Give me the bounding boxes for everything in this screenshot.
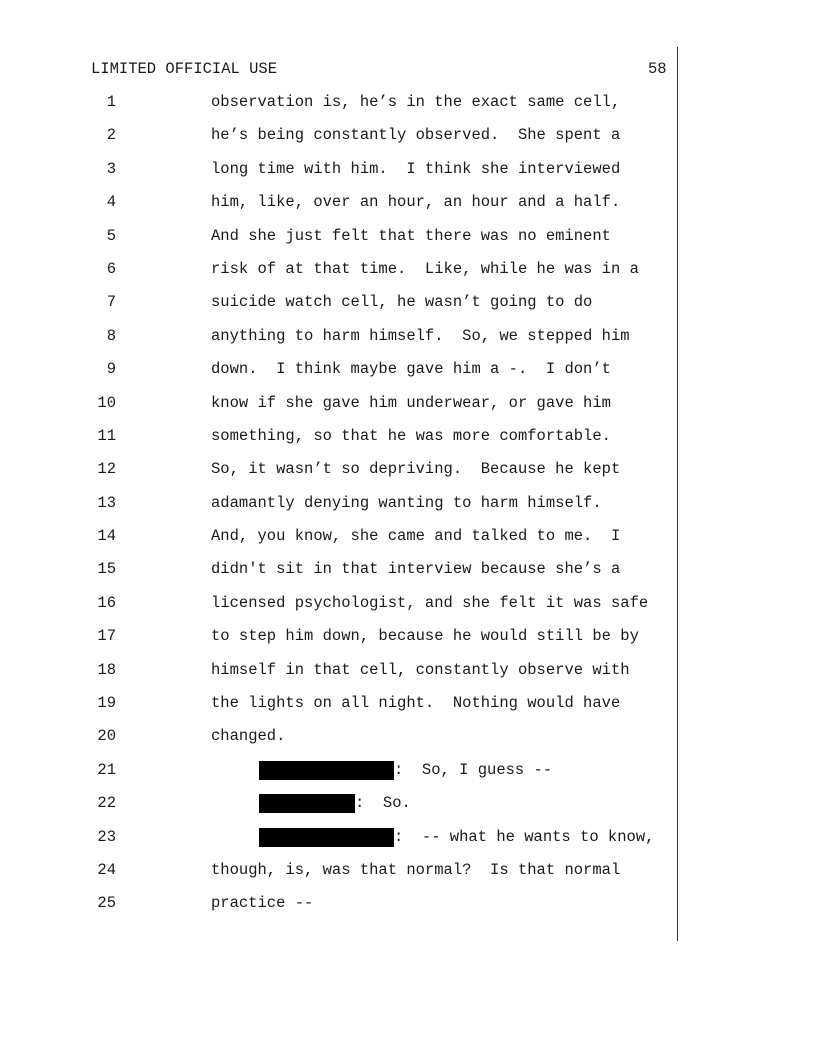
line-text: him, like, over an hour, an hour and a half.	[211, 193, 621, 212]
line-text: So, it wasn’t so depriving. Because he kept	[211, 460, 621, 479]
line-number: 8	[106, 326, 116, 345]
line-text: the lights on all night. Nothing would have	[211, 694, 621, 713]
page-number: 58	[648, 60, 667, 78]
line-number: 17	[97, 627, 116, 646]
speaker-turn	[259, 760, 552, 780]
line-text: And, you know, she came and talked to me. I	[211, 527, 621, 546]
transcript-line	[0, 426, 676, 459]
transcript-line	[0, 793, 676, 826]
transcript-line	[0, 660, 676, 693]
line-number: 22	[97, 794, 116, 813]
transcript-line	[0, 526, 676, 559]
transcript-line	[0, 359, 676, 392]
redaction-block	[259, 794, 355, 813]
line-number: 2	[106, 126, 116, 145]
line-number: 20	[97, 727, 116, 746]
line-number: 15	[97, 560, 116, 579]
line-number: 19	[97, 694, 116, 713]
transcript-line	[0, 493, 676, 526]
line-text: licensed psychologist, and she felt it was safe	[211, 593, 649, 612]
transcript-line	[0, 393, 676, 426]
redaction-block	[259, 761, 394, 780]
transcript-line	[0, 192, 676, 225]
transcript-body	[0, 92, 676, 927]
line-number: 4	[106, 193, 116, 212]
transcript-line	[0, 827, 676, 860]
line-text: practice --	[211, 894, 314, 913]
line-number: 18	[97, 660, 116, 679]
line-text: down. I think maybe gave him a -. I don’t	[211, 360, 611, 379]
transcript-line	[0, 860, 676, 893]
speaker-turn	[259, 793, 411, 813]
line-text: long time with him. I think she interviewed	[211, 159, 621, 178]
line-text: to step him down, because he would still be by	[211, 627, 639, 646]
transcript-line	[0, 760, 676, 793]
transcript-line	[0, 626, 676, 659]
line-number: 24	[97, 860, 116, 879]
line-text: something, so that he was more comfortable.	[211, 426, 611, 445]
line-text: And she just felt that there was no eminent	[211, 226, 611, 245]
line-text: adamantly denying wanting to harm himself.	[211, 493, 602, 512]
transcript-line	[0, 559, 676, 592]
line-text: risk of at that time. Like, while he was in a	[211, 259, 639, 278]
transcript-line	[0, 159, 676, 192]
line-number: 5	[106, 226, 116, 245]
line-number: 7	[106, 293, 116, 312]
right-margin-rule	[677, 47, 678, 941]
line-text: : -- what he wants to know,	[394, 827, 655, 846]
transcript-line	[0, 593, 676, 626]
line-number: 12	[97, 460, 116, 479]
line-text: though, is, was that normal? Is that normal	[211, 860, 621, 879]
line-text: : So, I guess --	[394, 760, 553, 779]
line-number: 3	[106, 159, 116, 178]
line-text: suicide watch cell, he wasn’t going to do	[211, 293, 593, 312]
transcript-line	[0, 226, 676, 259]
transcript-line	[0, 292, 676, 325]
transcript-line	[0, 326, 676, 359]
transcript-line	[0, 459, 676, 492]
line-text: anything to harm himself. So, we stepped him	[211, 326, 630, 345]
line-text: : So.	[355, 794, 411, 813]
line-text: observation is, he’s in the exact same cell,	[211, 93, 621, 111]
line-number: 10	[97, 393, 116, 412]
transcript-line	[0, 893, 676, 926]
transcript-line	[0, 259, 676, 292]
line-number: 16	[97, 593, 116, 612]
line-number: 13	[97, 493, 116, 512]
page-header-classification: LIMITED OFFICIAL USE	[91, 60, 278, 78]
transcript-line	[0, 693, 676, 726]
redaction-block	[259, 828, 394, 847]
line-number: 25	[97, 894, 116, 913]
line-text: know if she gave him underwear, or gave him	[211, 393, 611, 412]
line-number: 21	[97, 760, 116, 779]
line-text: himself in that cell, constantly observe with	[211, 660, 630, 679]
speaker-turn	[259, 827, 654, 847]
line-number: 23	[97, 827, 116, 846]
line-number: 9	[106, 360, 116, 379]
transcript-line	[0, 125, 676, 158]
transcript-line	[0, 92, 676, 125]
line-text: changed.	[211, 727, 286, 746]
line-text: didn't sit in that interview because she’s a	[211, 560, 621, 579]
line-number: 6	[106, 259, 116, 278]
line-number: 14	[97, 527, 116, 546]
line-text: he’s being constantly observed. She spent a	[211, 126, 621, 145]
transcript-line	[0, 726, 676, 759]
line-number: 11	[97, 426, 116, 445]
line-number: 1	[106, 93, 116, 111]
